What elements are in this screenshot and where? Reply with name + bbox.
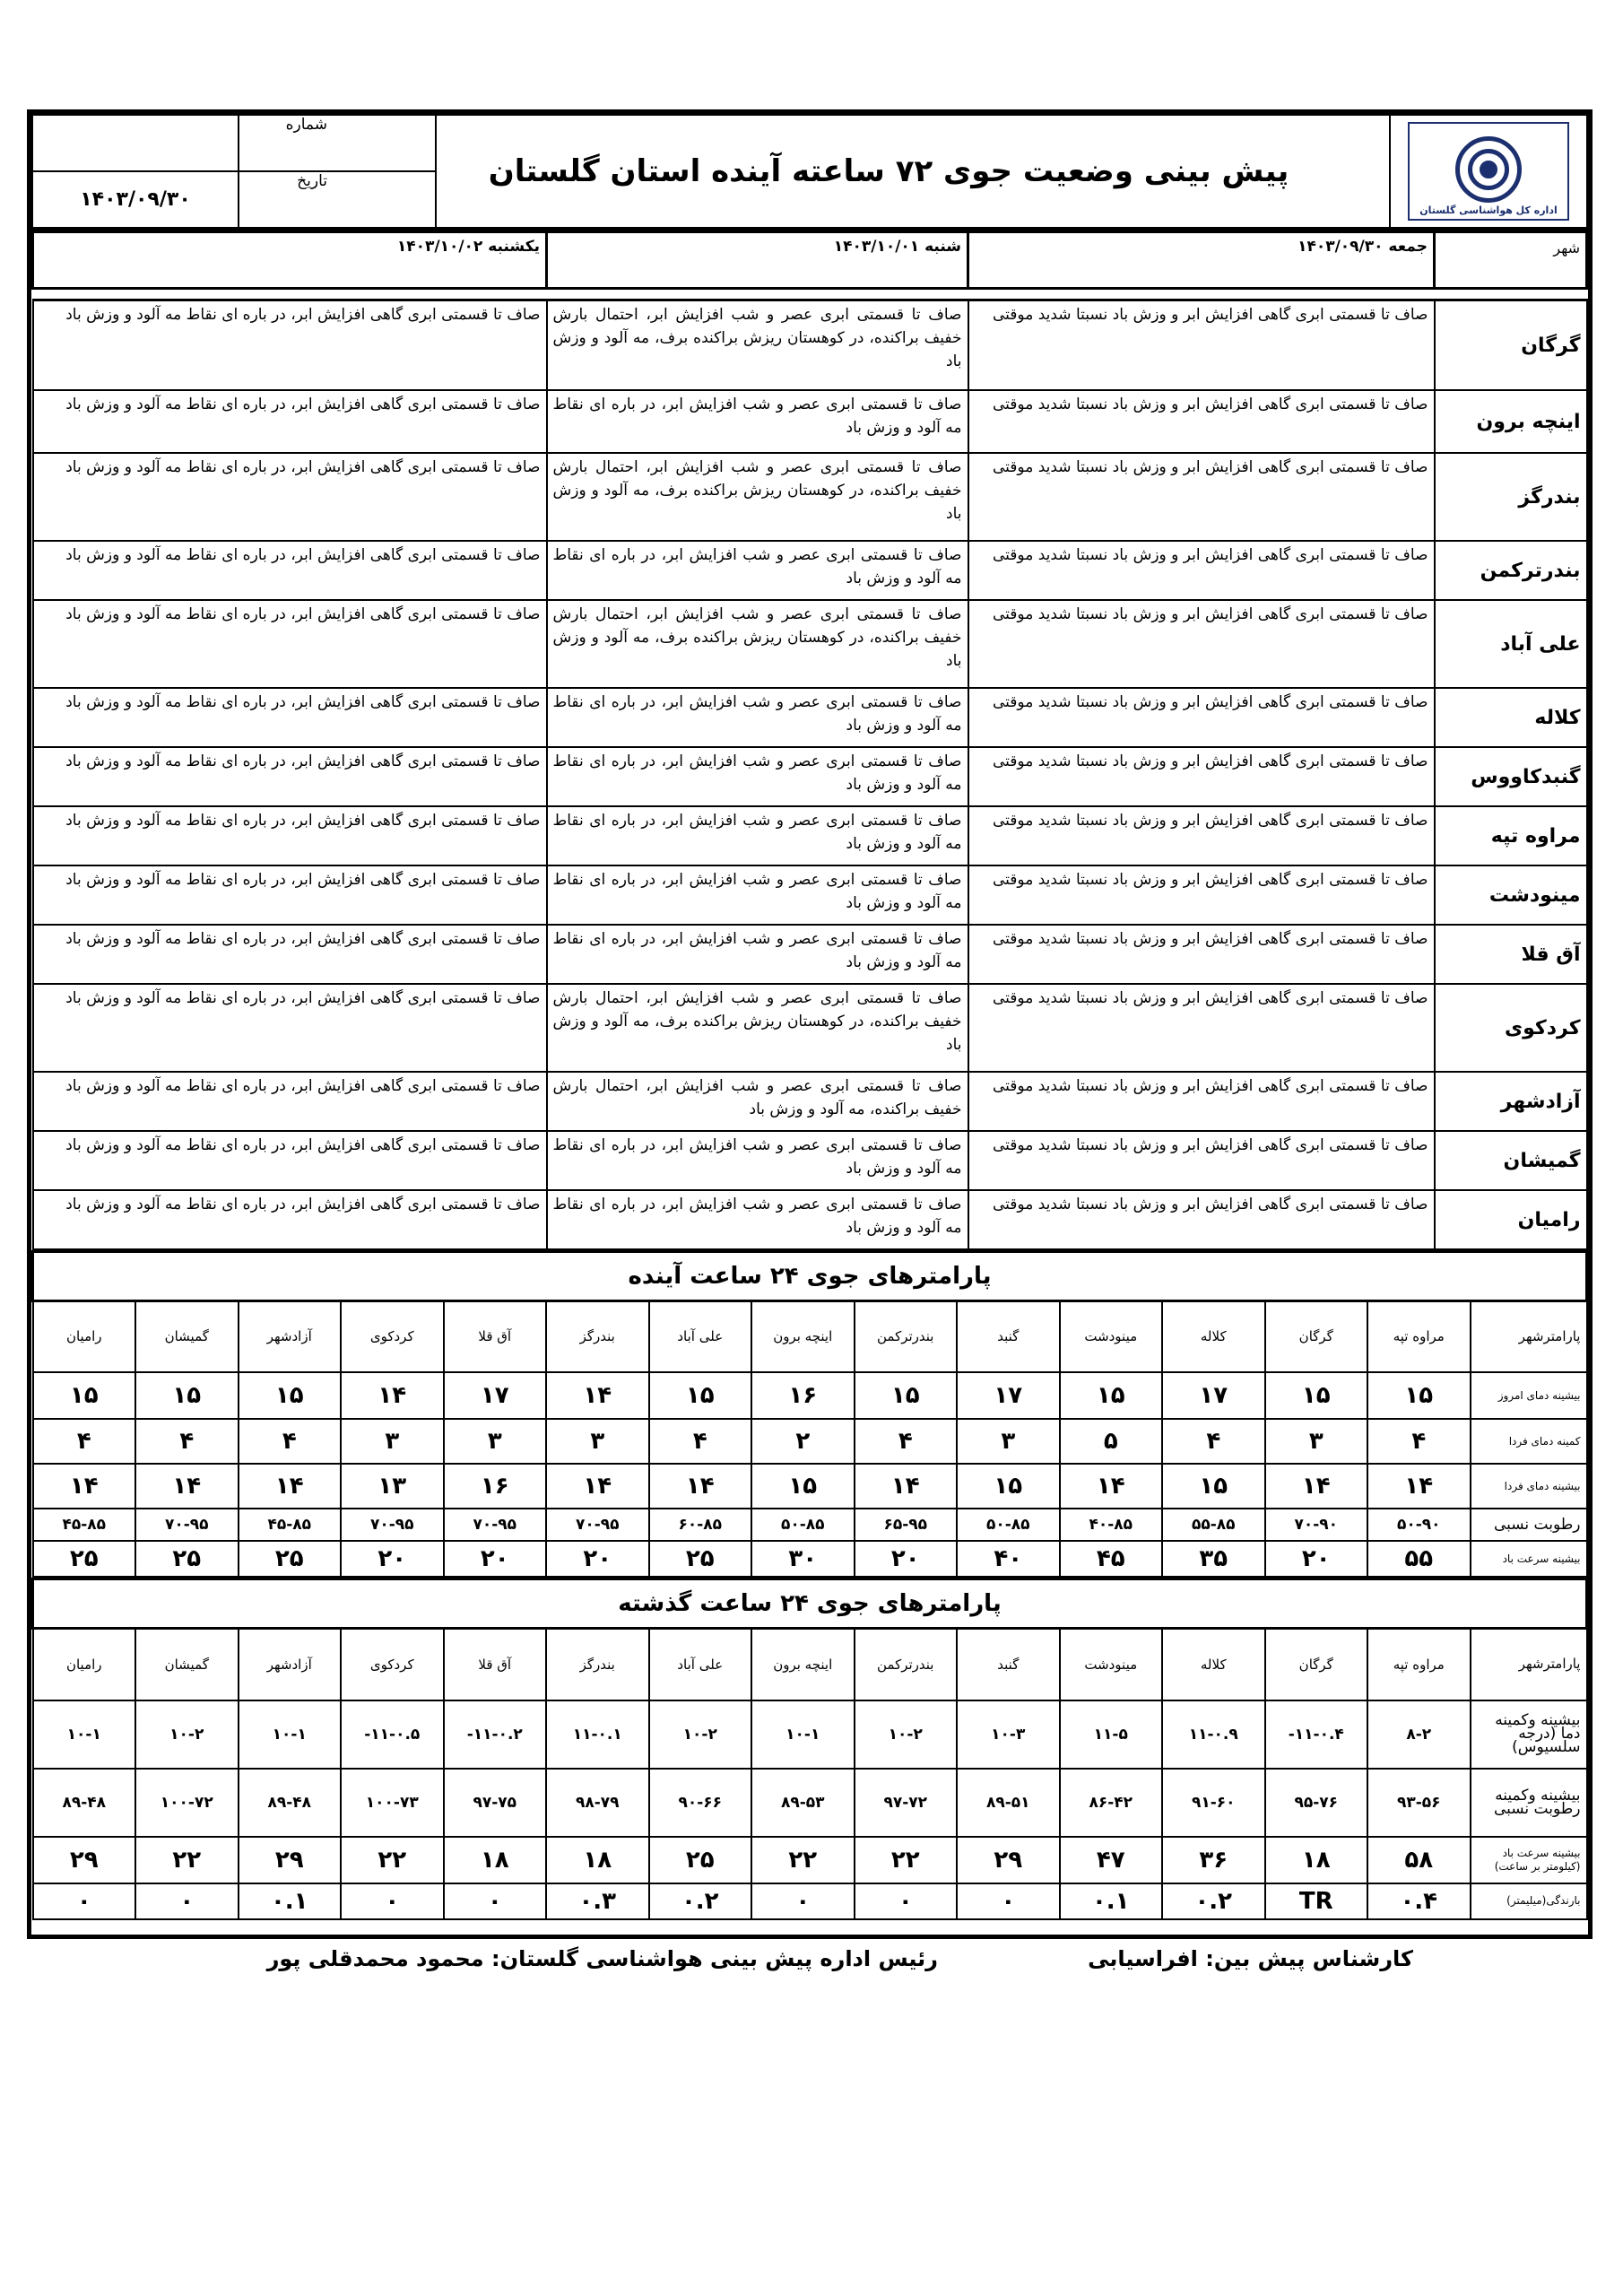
- forecast-row: [33, 300, 1587, 390]
- param-value: ۱۶: [751, 1372, 855, 1419]
- forecast-row: [33, 600, 1587, 688]
- param-city-header: اینچه برون: [751, 1300, 855, 1372]
- param-value: ۴۵-۸۵: [239, 1509, 342, 1541]
- param-value: ۵۵: [1367, 1541, 1471, 1577]
- forecast-row: [33, 453, 1587, 541]
- param-value: ۹۱-۶۰: [1162, 1769, 1265, 1837]
- param-row: [33, 1372, 1587, 1419]
- param-city-header: علی آباد: [649, 1300, 752, 1372]
- param-value: ۱۰۰-۷۲: [135, 1769, 239, 1837]
- date-label: تاریخ: [239, 171, 436, 229]
- param-value: ۲۰: [1265, 1541, 1368, 1577]
- param-value: ۱۴: [1060, 1464, 1163, 1509]
- param-value: ۴: [33, 1419, 136, 1464]
- param-value: ۶۵-۹۵: [855, 1509, 958, 1541]
- param-label: بیشینه سرعت باد (کیلومتر بر ساعت): [1471, 1837, 1587, 1883]
- day-header: شنبه ۱۴۰۳/۱۰/۰۱: [547, 232, 968, 289]
- forecast-text: صاف تا قسمتی ابری عصر و شب افزایش ابر، در باره ای نقاط مه آلود و وزش باد: [547, 1190, 968, 1249]
- param-value: ۹۰-۶۶: [649, 1769, 752, 1837]
- param-city-header: گمیشان: [135, 1300, 239, 1372]
- forecast-text: صاف تا قسمتی ابری عصر و شب افزایش ابر، در باره ای نقاط مه آلود و وزش باد: [547, 688, 968, 747]
- param-city-header: کردکوی: [341, 1629, 444, 1700]
- param-value: ۴: [1367, 1419, 1471, 1464]
- forecast-text: صاف تا قسمتی ابری عصر و شب افزایش ابر، در باره ای نقاط مه آلود و وزش باد: [547, 541, 968, 600]
- param-corner: پارامترشهر: [1471, 1629, 1587, 1700]
- forecast-text: صاف تا قسمتی ابری گاهی افزایش ابر، در باره ای نقاط مه آلود و وزش باد: [33, 925, 547, 984]
- param-value: ۹۳-۵۶: [1367, 1769, 1471, 1837]
- number-value: [32, 115, 239, 171]
- forecast-text: صاف تا قسمتی ابری عصر و شب افزایش ابر، احتمال بارش خفیف براکنده، مه آلود و وزش باد: [547, 1072, 968, 1131]
- param-row: [33, 1464, 1587, 1509]
- param-value: ۱۰-۲: [649, 1700, 752, 1769]
- param-row: [33, 1883, 1587, 1919]
- param-value: ۱۰-۲: [855, 1700, 958, 1769]
- param-value: ۴۰-۸۵: [1060, 1509, 1163, 1541]
- department-head: رئیس اداره پیش بینی هواشناسی گلستان: محمود محمدقلی پور: [266, 1946, 938, 1971]
- forecast-text: صاف تا قسمتی ابری گاهی افزایش ابر و وزش باد نسبتا شدید موقتی: [968, 1131, 1435, 1190]
- param-value: ۰.۱: [239, 1883, 342, 1919]
- param-row: [33, 1837, 1587, 1883]
- city-name: بندرترکمن: [1435, 541, 1587, 600]
- page-title: پیش بینی وضعیت جوی ۷۲ ساعته آینده استان گلستان: [436, 115, 1390, 229]
- param-city-header: بندرترکمن: [855, 1300, 958, 1372]
- param-value: ۹۸-۷۹: [546, 1769, 649, 1837]
- param-value: ۰: [855, 1883, 958, 1919]
- forecast-text: صاف تا قسمتی ابری گاهی افزایش ابر و وزش باد نسبتا شدید موقتی: [968, 865, 1435, 925]
- param-value: ۲۲: [341, 1837, 444, 1883]
- param-value: ۱۱-۰.۱: [546, 1700, 649, 1769]
- param-value: ۱۸: [444, 1837, 547, 1883]
- param-value: ۰: [341, 1883, 444, 1919]
- param-value: ۴: [649, 1419, 752, 1464]
- forecast-row: [33, 865, 1587, 925]
- param-row: [33, 1700, 1587, 1769]
- param-label: بیشینه سرعت باد: [1471, 1541, 1587, 1577]
- param-city-header: بندرگز: [546, 1300, 649, 1372]
- forecast-row: [33, 541, 1587, 600]
- param-value: ۱۷: [1162, 1372, 1265, 1419]
- forecast-text: صاف تا قسمتی ابری گاهی افزایش ابر، در باره ای نقاط مه آلود و وزش باد: [33, 390, 547, 453]
- forecast-row: [33, 390, 1587, 453]
- forecast-text: صاف تا قسمتی ابری گاهی افزایش ابر و وزش باد نسبتا شدید موقتی: [968, 390, 1435, 453]
- param-city-header: بندرگز: [546, 1629, 649, 1700]
- param-value: ۵۸: [1367, 1837, 1471, 1883]
- param-row: [33, 1769, 1587, 1837]
- param-label: بیشینه وکمینه رطوبت نسبی: [1471, 1769, 1587, 1837]
- forecast-row: [33, 1072, 1587, 1131]
- forecast-text: صاف تا قسمتی ابری گاهی افزایش ابر، در باره ای نقاط مه آلود و وزش باد: [33, 1072, 547, 1131]
- forecast-text: صاف تا قسمتی ابری گاهی افزایش ابر، در باره ای نقاط مه آلود و وزش باد: [33, 600, 547, 688]
- param-value: ۱۴: [546, 1372, 649, 1419]
- param-value: ۴۷: [1060, 1837, 1163, 1883]
- param-value: ۱۰-۱: [33, 1700, 136, 1769]
- param-value: ۴۰: [957, 1541, 1060, 1577]
- param-value: ۱۵: [135, 1372, 239, 1419]
- param-value: ۰.۱: [1060, 1883, 1163, 1919]
- param-value: ۲۲: [751, 1837, 855, 1883]
- param-value: ۵۰-۸۵: [957, 1509, 1060, 1541]
- param-value: ۱۰-۱: [751, 1700, 855, 1769]
- param-value: ۱۵: [751, 1464, 855, 1509]
- forecast-text: صاف تا قسمتی ابری عصر و شب افزایش ابر، احتمال بارش خفیف براکنده، در کوهستان ریزش براکنده برف، مه آلود و وزش باد: [547, 453, 968, 541]
- forecast-text: صاف تا قسمتی ابری گاهی افزایش ابر، در باره ای نقاط مه آلود و وزش باد: [33, 865, 547, 925]
- param-value: ۱۵: [239, 1372, 342, 1419]
- param-value: ۴: [855, 1419, 958, 1464]
- city-name: گرگان: [1435, 300, 1587, 390]
- param-city-header: گرگان: [1265, 1629, 1368, 1700]
- forecaster-name: کارشناس پیش بین: افراسیابی: [1088, 1946, 1413, 1971]
- param-header-row: [33, 1629, 1587, 1700]
- param-value: ۲: [751, 1419, 855, 1464]
- param-value: ۰.۲: [649, 1883, 752, 1919]
- param-value: ۲۵: [135, 1541, 239, 1577]
- param-city-header: آق قلا: [444, 1629, 547, 1700]
- param-city-header: آزادشهر: [239, 1629, 342, 1700]
- forecast-text: صاف تا قسمتی ابری گاهی افزایش ابر، در باره ای نقاط مه آلود و وزش باد: [33, 300, 547, 390]
- param-value: ۱۱-۰.۵-: [341, 1700, 444, 1769]
- forecast-header-row: [33, 232, 1587, 289]
- param-city-header: گرگان: [1265, 1300, 1368, 1372]
- forecast-text: صاف تا قسمتی ابری گاهی افزایش ابر، در باره ای نقاط مه آلود و وزش باد: [33, 453, 547, 541]
- param-row: [33, 1541, 1587, 1577]
- param-label: بارندگی(میلیمتر): [1471, 1883, 1587, 1919]
- param-value: ۴: [1162, 1419, 1265, 1464]
- param-value: ۸۹-۴۸: [33, 1769, 136, 1837]
- param-value: ۱۵: [1265, 1372, 1368, 1419]
- param-city-header: علی آباد: [649, 1629, 752, 1700]
- param-value: ۲۰: [444, 1541, 547, 1577]
- forecast-text: صاف تا قسمتی ابری گاهی افزایش ابر و وزش باد نسبتا شدید موقتی: [968, 747, 1435, 806]
- past24-table: [31, 1578, 1588, 1920]
- logo-caption: اداره کل هواشناسی گلستان: [1419, 204, 1558, 216]
- param-value: ۵۵-۸۵: [1162, 1509, 1265, 1541]
- param-value: ۲۹: [33, 1837, 136, 1883]
- param-label: کمینه دمای فردا: [1471, 1419, 1587, 1464]
- param-value: ۱۸: [1265, 1837, 1368, 1883]
- forecast-text: صاف تا قسمتی ابری گاهی افزایش ابر، در باره ای نقاط مه آلود و وزش باد: [33, 1131, 547, 1190]
- param-value: ۵۰-۹۰: [1367, 1509, 1471, 1541]
- param-label: بیشینه دمای فردا: [1471, 1464, 1587, 1509]
- param-city-header: مراوه تپه: [1367, 1300, 1471, 1372]
- forecast-row: [33, 1190, 1587, 1249]
- city-name: رامیان: [1435, 1190, 1587, 1249]
- param-city-header: گنبد: [957, 1300, 1060, 1372]
- forecast-row: [33, 984, 1587, 1072]
- param-value: ۱۰-۲: [135, 1700, 239, 1769]
- forecast-row: [33, 1131, 1587, 1190]
- param-city-header: اینچه برون: [751, 1629, 855, 1700]
- param-city-header: رامیان: [33, 1300, 136, 1372]
- param-value: ۱۴: [341, 1372, 444, 1419]
- param-value: ۱۴: [855, 1464, 958, 1509]
- param-city-header: مراوه تپه: [1367, 1629, 1471, 1700]
- next24-title: پارامترهای جوی ۲۴ ساعت آینده: [33, 1251, 1587, 1300]
- param-label: رطوبت نسبی: [1471, 1509, 1587, 1541]
- param-row: [33, 1419, 1587, 1464]
- param-value: ۲۵: [649, 1837, 752, 1883]
- param-city-header: رامیان: [33, 1629, 136, 1700]
- param-value: ۱۷: [444, 1372, 547, 1419]
- param-value: ۹۵-۷۶: [1265, 1769, 1368, 1837]
- forecast-text: صاف تا قسمتی ابری گاهی افزایش ابر و وزش باد نسبتا شدید موقتی: [968, 1190, 1435, 1249]
- param-value: ۹۷-۷۵: [444, 1769, 547, 1837]
- forecast-row: [33, 806, 1587, 865]
- forecast-text: صاف تا قسمتی ابری عصر و شب افزایش ابر، احتمال بارش خفیف براکنده، در کوهستان ریزش براکنده برف، مه آلود و وزش باد: [547, 984, 968, 1072]
- param-value: ۴: [135, 1419, 239, 1464]
- forecast-text: صاف تا قسمتی ابری عصر و شب افزایش ابر، در باره ای نقاط مه آلود و وزش باد: [547, 925, 968, 984]
- param-value: ۵: [1060, 1419, 1163, 1464]
- forecast-text: صاف تا قسمتی ابری گاهی افزایش ابر، در باره ای نقاط مه آلود و وزش باد: [33, 806, 547, 865]
- param-value: ۲۹: [239, 1837, 342, 1883]
- param-value: ۴۵: [1060, 1541, 1163, 1577]
- param-value: ۳: [1265, 1419, 1368, 1464]
- param-value: ۳۰: [751, 1541, 855, 1577]
- param-city-header: گنبد: [957, 1629, 1060, 1700]
- forecast-text: صاف تا قسمتی ابری گاهی افزایش ابر و وزش باد نسبتا شدید موقتی: [968, 453, 1435, 541]
- forecast-text: صاف تا قسمتی ابری گاهی افزایش ابر و وزش باد نسبتا شدید موقتی: [968, 806, 1435, 865]
- past24-title: پارامترهای جوی ۲۴ ساعت گذشته: [33, 1579, 1587, 1629]
- param-value: ۳: [957, 1419, 1060, 1464]
- param-value: ۳: [444, 1419, 547, 1464]
- param-value: ۱۱-۵: [1060, 1700, 1163, 1769]
- meteorological-logo: [1408, 122, 1569, 221]
- forecast-text: صاف تا قسمتی ابری گاهی افزایش ابر، در باره ای نقاط مه آلود و وزش باد: [33, 984, 547, 1072]
- forecast-text: صاف تا قسمتی ابری گاهی افزایش ابر، در باره ای نقاط مه آلود و وزش باد: [33, 1190, 547, 1249]
- day-header: یکشنبه ۱۴۰۳/۱۰/۰۲: [33, 232, 547, 289]
- param-value: ۳۵: [1162, 1541, 1265, 1577]
- param-value: ۲۵: [649, 1541, 752, 1577]
- param-city-header: کلاله: [1162, 1629, 1265, 1700]
- param-label: بیشینه وکمینه دما (درجه سلسیوس): [1471, 1700, 1587, 1769]
- forecast-text: صاف تا قسمتی ابری گاهی افزایش ابر، در باره ای نقاط مه آلود و وزش باد: [33, 688, 547, 747]
- param-value: ۲۵: [239, 1541, 342, 1577]
- param-value: ۱۳: [341, 1464, 444, 1509]
- param-value: ۱۴: [135, 1464, 239, 1509]
- city-column-header: شهر: [1435, 232, 1587, 289]
- param-value: ۰.۲: [1162, 1883, 1265, 1919]
- param-value: ۱۸: [546, 1837, 649, 1883]
- param-value: ۱۵: [649, 1372, 752, 1419]
- param-value: ۲۰: [855, 1541, 958, 1577]
- param-value: ۵۰-۸۵: [751, 1509, 855, 1541]
- forecast-text: صاف تا قسمتی ابری گاهی افزایش ابر، در باره ای نقاط مه آلود و وزش باد: [33, 747, 547, 806]
- param-row: [33, 1509, 1587, 1541]
- city-name: گنبدکاووس: [1435, 747, 1587, 806]
- param-value: ۱۷: [957, 1372, 1060, 1419]
- param-value: ۱۰-۱: [239, 1700, 342, 1769]
- city-name: کردکوی: [1435, 984, 1587, 1072]
- param-value: ۶۰-۸۵: [649, 1509, 752, 1541]
- param-value: ۷۰-۹۰: [1265, 1509, 1368, 1541]
- forecast-text: صاف تا قسمتی ابری عصر و شب افزایش ابر، در باره ای نقاط مه آلود و وزش باد: [547, 1131, 968, 1190]
- forecast-text: صاف تا قسمتی ابری گاهی افزایش ابر و وزش باد نسبتا شدید موقتی: [968, 541, 1435, 600]
- param-value: ۰.۴: [1367, 1883, 1471, 1919]
- day-header: جمعه ۱۴۰۳/۰۹/۳۰: [968, 232, 1435, 289]
- forecast-text: صاف تا قسمتی ابری گاهی افزایش ابر و وزش باد نسبتا شدید موقتی: [968, 600, 1435, 688]
- forecast-row: [33, 747, 1587, 806]
- param-label: بیشینه دمای امروز: [1471, 1372, 1587, 1419]
- city-name: آق قلا: [1435, 925, 1587, 984]
- param-value: ۱۵: [1060, 1372, 1163, 1419]
- param-value: ۹۷-۷۲: [855, 1769, 958, 1837]
- param-value: ۷۰-۹۵: [546, 1509, 649, 1541]
- param-city-header: بندرترکمن: [855, 1629, 958, 1700]
- city-name: کلاله: [1435, 688, 1587, 747]
- param-value: ۱۱-۰.۲-: [444, 1700, 547, 1769]
- param-value: ۰: [751, 1883, 855, 1919]
- param-value: ۱۵: [33, 1372, 136, 1419]
- param-value: ۸۹-۵۱: [957, 1769, 1060, 1837]
- param-value: ۱۱-۰.۴-: [1265, 1700, 1368, 1769]
- param-city-header: گمیشان: [135, 1629, 239, 1700]
- city-name: مراوه تپه: [1435, 806, 1587, 865]
- number-label: شماره: [239, 115, 436, 171]
- city-name: گمیشان: [1435, 1131, 1587, 1190]
- city-name: بندرگز: [1435, 453, 1587, 541]
- next24-table: [31, 1250, 1588, 1578]
- forecast-row: [33, 925, 1587, 984]
- param-value: ۷۰-۹۵: [135, 1509, 239, 1541]
- forecast-text: صاف تا قسمتی ابری عصر و شب افزایش ابر، در باره ای نقاط مه آلود و وزش باد: [547, 806, 968, 865]
- param-value: ۱۵: [1162, 1464, 1265, 1509]
- param-value: ۸۹-۵۳: [751, 1769, 855, 1837]
- city-name: علی آباد: [1435, 600, 1587, 688]
- param-value: ۱۵: [1367, 1372, 1471, 1419]
- param-value: ۳۶: [1162, 1837, 1265, 1883]
- param-value: ۰: [135, 1883, 239, 1919]
- param-value: ۱۴: [239, 1464, 342, 1509]
- param-city-header: آزادشهر: [239, 1300, 342, 1372]
- date-value: ۱۴۰۳/۰۹/۳۰: [32, 171, 239, 229]
- param-value: ۸۹-۴۸: [239, 1769, 342, 1837]
- logo-cell: [1390, 115, 1587, 229]
- param-value: ۱۶: [444, 1464, 547, 1509]
- param-city-header: مینودشت: [1060, 1300, 1163, 1372]
- param-corner: پارامترشهر: [1471, 1300, 1587, 1372]
- param-city-header: کلاله: [1162, 1300, 1265, 1372]
- param-city-header: مینودشت: [1060, 1629, 1163, 1700]
- forecast-text: صاف تا قسمتی ابری عصر و شب افزایش ابر، احتمال بارش خفیف براکنده، در کوهستان ریزش براکنده برف، مه آلود و وزش باد: [547, 300, 968, 390]
- param-value: ۳: [546, 1419, 649, 1464]
- param-value: ۲۹: [957, 1837, 1060, 1883]
- param-value: ۰: [957, 1883, 1060, 1919]
- param-value: TR: [1265, 1883, 1368, 1919]
- city-name: آزادشهر: [1435, 1072, 1587, 1131]
- param-value: ۱۰۰-۷۳: [341, 1769, 444, 1837]
- forecast-table: [31, 230, 1588, 1250]
- param-value: ۲۵: [33, 1541, 136, 1577]
- param-value: ۴: [239, 1419, 342, 1464]
- forecast-text: صاف تا قسمتی ابری عصر و شب افزایش ابر، در باره ای نقاط مه آلود و وزش باد: [547, 865, 968, 925]
- param-value: ۰.۳: [546, 1883, 649, 1919]
- param-value: ۲۰: [341, 1541, 444, 1577]
- forecast-text: صاف تا قسمتی ابری عصر و شب افزایش ابر، در باره ای نقاط مه آلود و وزش باد: [547, 747, 968, 806]
- param-value: ۱۴: [1367, 1464, 1471, 1509]
- forecast-text: صاف تا قسمتی ابری عصر و شب افزایش ابر، احتمال بارش خفیف براکنده، در کوهستان ریزش براکنده برف، مه آلود و وزش باد: [547, 600, 968, 688]
- param-value: ۰: [444, 1883, 547, 1919]
- param-city-header: کردکوی: [341, 1300, 444, 1372]
- forecast-text: صاف تا قسمتی ابری گاهی افزایش ابر و وزش باد نسبتا شدید موقتی: [968, 984, 1435, 1072]
- forecast-text: صاف تا قسمتی ابری عصر و شب افزایش ابر، در باره ای نقاط مه آلود و وزش باد: [547, 390, 968, 453]
- forecast-sheet: [27, 109, 1593, 1939]
- param-value: ۲۲: [855, 1837, 958, 1883]
- param-value: ۱۴: [33, 1464, 136, 1509]
- forecast-text: صاف تا قسمتی ابری گاهی افزایش ابر و وزش باد نسبتا شدید موقتی: [968, 925, 1435, 984]
- param-value: ۷۰-۹۵: [444, 1509, 547, 1541]
- param-value: ۲۰: [546, 1541, 649, 1577]
- param-value: ۷۰-۹۵: [341, 1509, 444, 1541]
- param-value: ۱۰-۳: [957, 1700, 1060, 1769]
- param-city-header: آق قلا: [444, 1300, 547, 1372]
- param-value: ۰: [33, 1883, 136, 1919]
- param-value: ۱۴: [1265, 1464, 1368, 1509]
- param-value: ۱۴: [649, 1464, 752, 1509]
- param-header-row: [33, 1300, 1587, 1372]
- param-value: ۴۵-۸۵: [33, 1509, 136, 1541]
- param-value: ۱۵: [855, 1372, 958, 1419]
- param-value: ۸۶-۴۲: [1060, 1769, 1163, 1837]
- forecast-text: صاف تا قسمتی ابری گاهی افزایش ابر، در باره ای نقاط مه آلود و وزش باد: [33, 541, 547, 600]
- forecast-text: صاف تا قسمتی ابری گاهی افزایش ابر و وزش باد نسبتا شدید موقتی: [968, 1072, 1435, 1131]
- forecast-text: صاف تا قسمتی ابری گاهی افزایش ابر و وزش باد نسبتا شدید موقتی: [968, 300, 1435, 390]
- param-value: ۸-۲: [1367, 1700, 1471, 1769]
- param-value: ۱۴: [546, 1464, 649, 1509]
- city-name: اینچه برون: [1435, 390, 1587, 453]
- header-table: [31, 114, 1588, 230]
- param-value: ۱۵: [957, 1464, 1060, 1509]
- param-value: ۳: [341, 1419, 444, 1464]
- forecast-text: صاف تا قسمتی ابری گاهی افزایش ابر و وزش باد نسبتا شدید موقتی: [968, 688, 1435, 747]
- param-value: ۱۱-۰.۹: [1162, 1700, 1265, 1769]
- city-name: مینودشت: [1435, 865, 1587, 925]
- param-value: ۲۲: [135, 1837, 239, 1883]
- forecast-row: [33, 688, 1587, 747]
